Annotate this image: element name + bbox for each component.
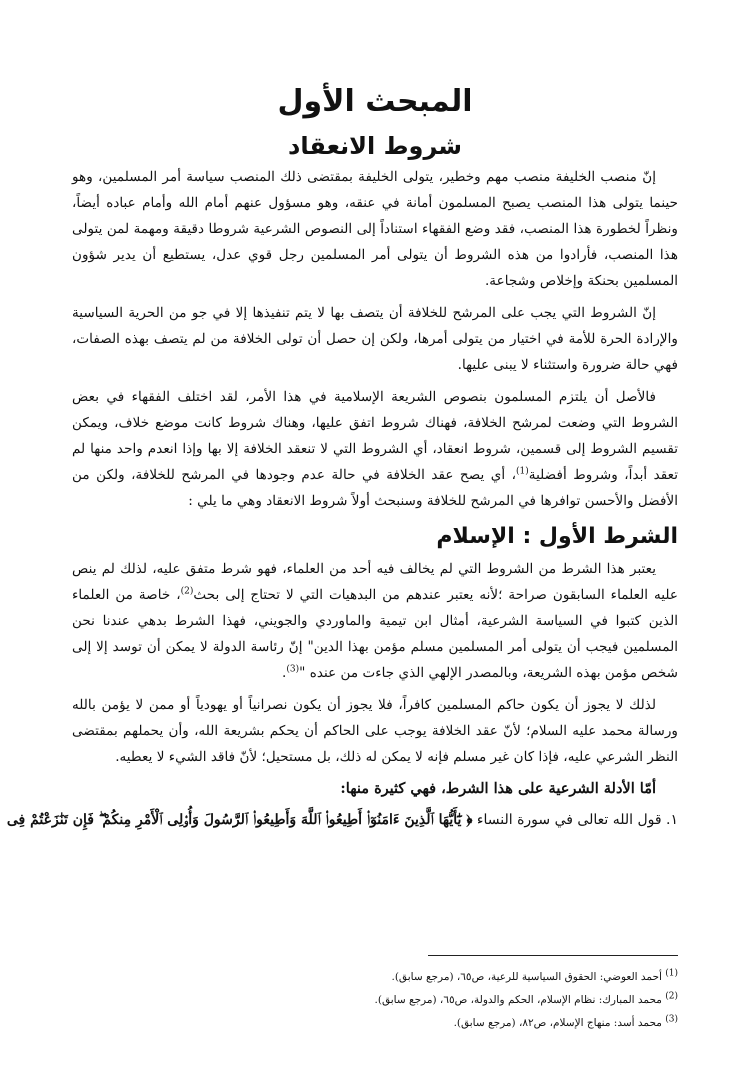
section-heading: الشرط الأول : الإسلام [436, 524, 678, 549]
footnote-text: محمد أسد: منهاج الإسلام، ص٨٢، (مرجع سابق). [453, 1017, 662, 1029]
evidence-heading: أمّا الأدلة الشرعية على هذا الشرط، فهي كثيرة منها: [340, 780, 656, 797]
footnote-mark: (1) [665, 968, 678, 979]
page-subtitle: شروط الانعقاد [288, 132, 462, 160]
paragraph-conditions [72, 384, 678, 514]
paragraph-islam-condition: يعتبر هذا الشرط من الشروط التي لم يخالف فيه أحد من العلماء، فهو شرط متفق عليه، لذلك لم ينص عليه العلماء السابقون صراحة ؛لأنه يعتبر عندهم من البدهيات التي لا تحتاج إلى بحث$^{(2)}$، خاصة من العلماء الذين كتبوا في السياسة الشرعية، أمثال ابن تيمية والماوردي والجويني، فهذا الشرط بدهي عندنا نحن المسلمين فيجب أن يتولى أمر المسلمين مسلم مؤمن بهذا الدين" إنّ رئاسة الدولة لا يمكن أن توسد إلا إلى شخص مؤمن بهذه الشريعة، وبالمصدر الإلهي الذي جاءت من عنده "$^{(3)}$. [72, 561, 678, 681]
footnote-mark: (2) [665, 991, 678, 1002]
footnote-1 [72, 966, 678, 989]
paragraph-text: إنّ منصب الخليفة منصب مهم وخطير، يتولى الخليفة بمقتضى ذلك المنصب سياسة أمر المسلمين، وهو حينما يتولى هذا المنصب يصبح المسلمون أمانة في عنقه، وهو مسؤول عنهم أمام الله وأمام عباده أيضاً، ونظراً لخطورة هذا المنصب، فقد وضع الفقهاء استناداً إلى النصوص الشرعية شروطا دقيقة ومهمة لمن يتولى هذا المنصب، فأرادوا من هذه الشروط أن يتولى أمر المسلمين رجل قوي عدل، يستطيع أن يدير شؤون المسلمين بحنكة وإخلاص وشجاعة. [72, 169, 678, 289]
footnote-text: أحمد العوضي: الحقوق السياسية للرعية، ص٦٥، (مرجع سابق). [391, 971, 662, 983]
quote-intro: ١. قول الله تعالى في سورة النساء [476, 812, 678, 828]
footnote-3 [72, 1012, 678, 1035]
quran-verse: ﴿ يَٰٓأَيُّهَا ٱلَّذِينَ ءَامَنُوٓا۟ أَطِيعُوا۟ ٱللَّهَ وَأَطِيعُوا۟ ٱلرَّسُولَ وَأُو۟لِى ٱلْأَمْرِ مِنكُمْ ۖ فَإِن تَنَٰزَعْتُمْ فِى [6, 812, 473, 828]
paragraph-text: ، خاصة من العلماء الذين كتبوا في السياسة الشرعية، أمثال ابن تيمية والماوردي والجويني، فهذا الشرط بدهي عندنا نحن المسلمين فيجب أن يتولى أمر المسلمين مسلم مؤمن بهذا الدين" إنّ رئاسة الدولة لا يمكن أن توسد إلا إلى شخص مؤمن بهذه الشريعة، وبالمصدر الإلهي الذي جاءت من عنده " [72, 587, 678, 681]
footnote-mark: (3) [665, 1014, 678, 1025]
footnote-2 [72, 989, 678, 1012]
paragraph-intro [72, 164, 678, 294]
footnotes [72, 966, 678, 1035]
paragraph-text: ، أي يصح عقد الخلافة في حالة عدم وجودها في المرشح للخلافة، ولكن من الأفضل والأحسن توافرها في المرشح للخلافة وسنبحث أولاً شروط الانعقاد وهي ما يلي : [72, 467, 678, 509]
footnote-ref-3: (3) [286, 664, 300, 675]
footnote-text: محمد المبارك: نظام الإسلام، الحكم والدولة، ص٦٥، (مرجع سابق). [374, 994, 662, 1006]
paragraph-non-muslim [72, 692, 678, 770]
page-title: المبحث الأول [277, 84, 473, 119]
paragraph-freedom [72, 300, 678, 378]
paragraph-text: إنّ الشروط التي يجب على المرشح للخلافة أن يتصف بها لا يتم تنفيذها إلا في جو من الحرية السياسية والإرادة الحرة للأمة في اختيار من يتولى أمرها، ولكن إن حصل أن تولى الخلافة من لم يتصف بهذه الصفات، فهي حالة ضرورة واستثناء لا يبنى عليها. [72, 305, 678, 373]
footnote-divider [428, 955, 678, 956]
footnote-ref-2: (2) [180, 586, 194, 597]
paragraph-text: لذلك لا يجوز أن يكون حاكم المسلمين كافراً، فلا يجوز أن يكون نصرانياً أو يهودياً أو ممن لا يؤمن بالله ورسالة محمد عليه السلام؛ لأنّ عقد الخلافة يوجب على الحاكم أن يحكم بشريعة الله، وأن يحملهم بمقتضى النظر الشرعي عليه، فإذا كان غير مسلم فإنه لا يمكن له ذلك، بل مستحيل؛ لأنّ فاقد الشيء لا يعطيه. [72, 697, 678, 765]
quran-quote [6, 806, 678, 834]
paragraph-text: فالأصل أن يلتزم المسلمون بنصوص الشريعة الإسلامية في هذا الأمر، لقد اختلف الفقهاء في بعض الشروط التي وضعت لمرشح الخلافة، فهناك شروط اتفق عليها، وهناك شروط كانت موضع خلاف، ويمكن تقسيم الشروط إلى قسمين، شروط انعقاد، أي الشروط التي لا تنعقد الخلافة إلا بها وإذا انعدم واحد منها لم تعقد أبداً، وشروط أفضلية [72, 389, 678, 483]
paragraph-text: يعتبر هذا الشرط من الشروط التي لم يخالف فيه أحد من العلماء، فهو شرط متفق عليه، لذلك لم ينص عليه العلماء السابقون صراحة ؛لأنه يعتبر عندهم من البدهيات التي لا تحتاج إلى بحث [72, 561, 678, 603]
footnote-ref-1: (1) [516, 466, 529, 477]
